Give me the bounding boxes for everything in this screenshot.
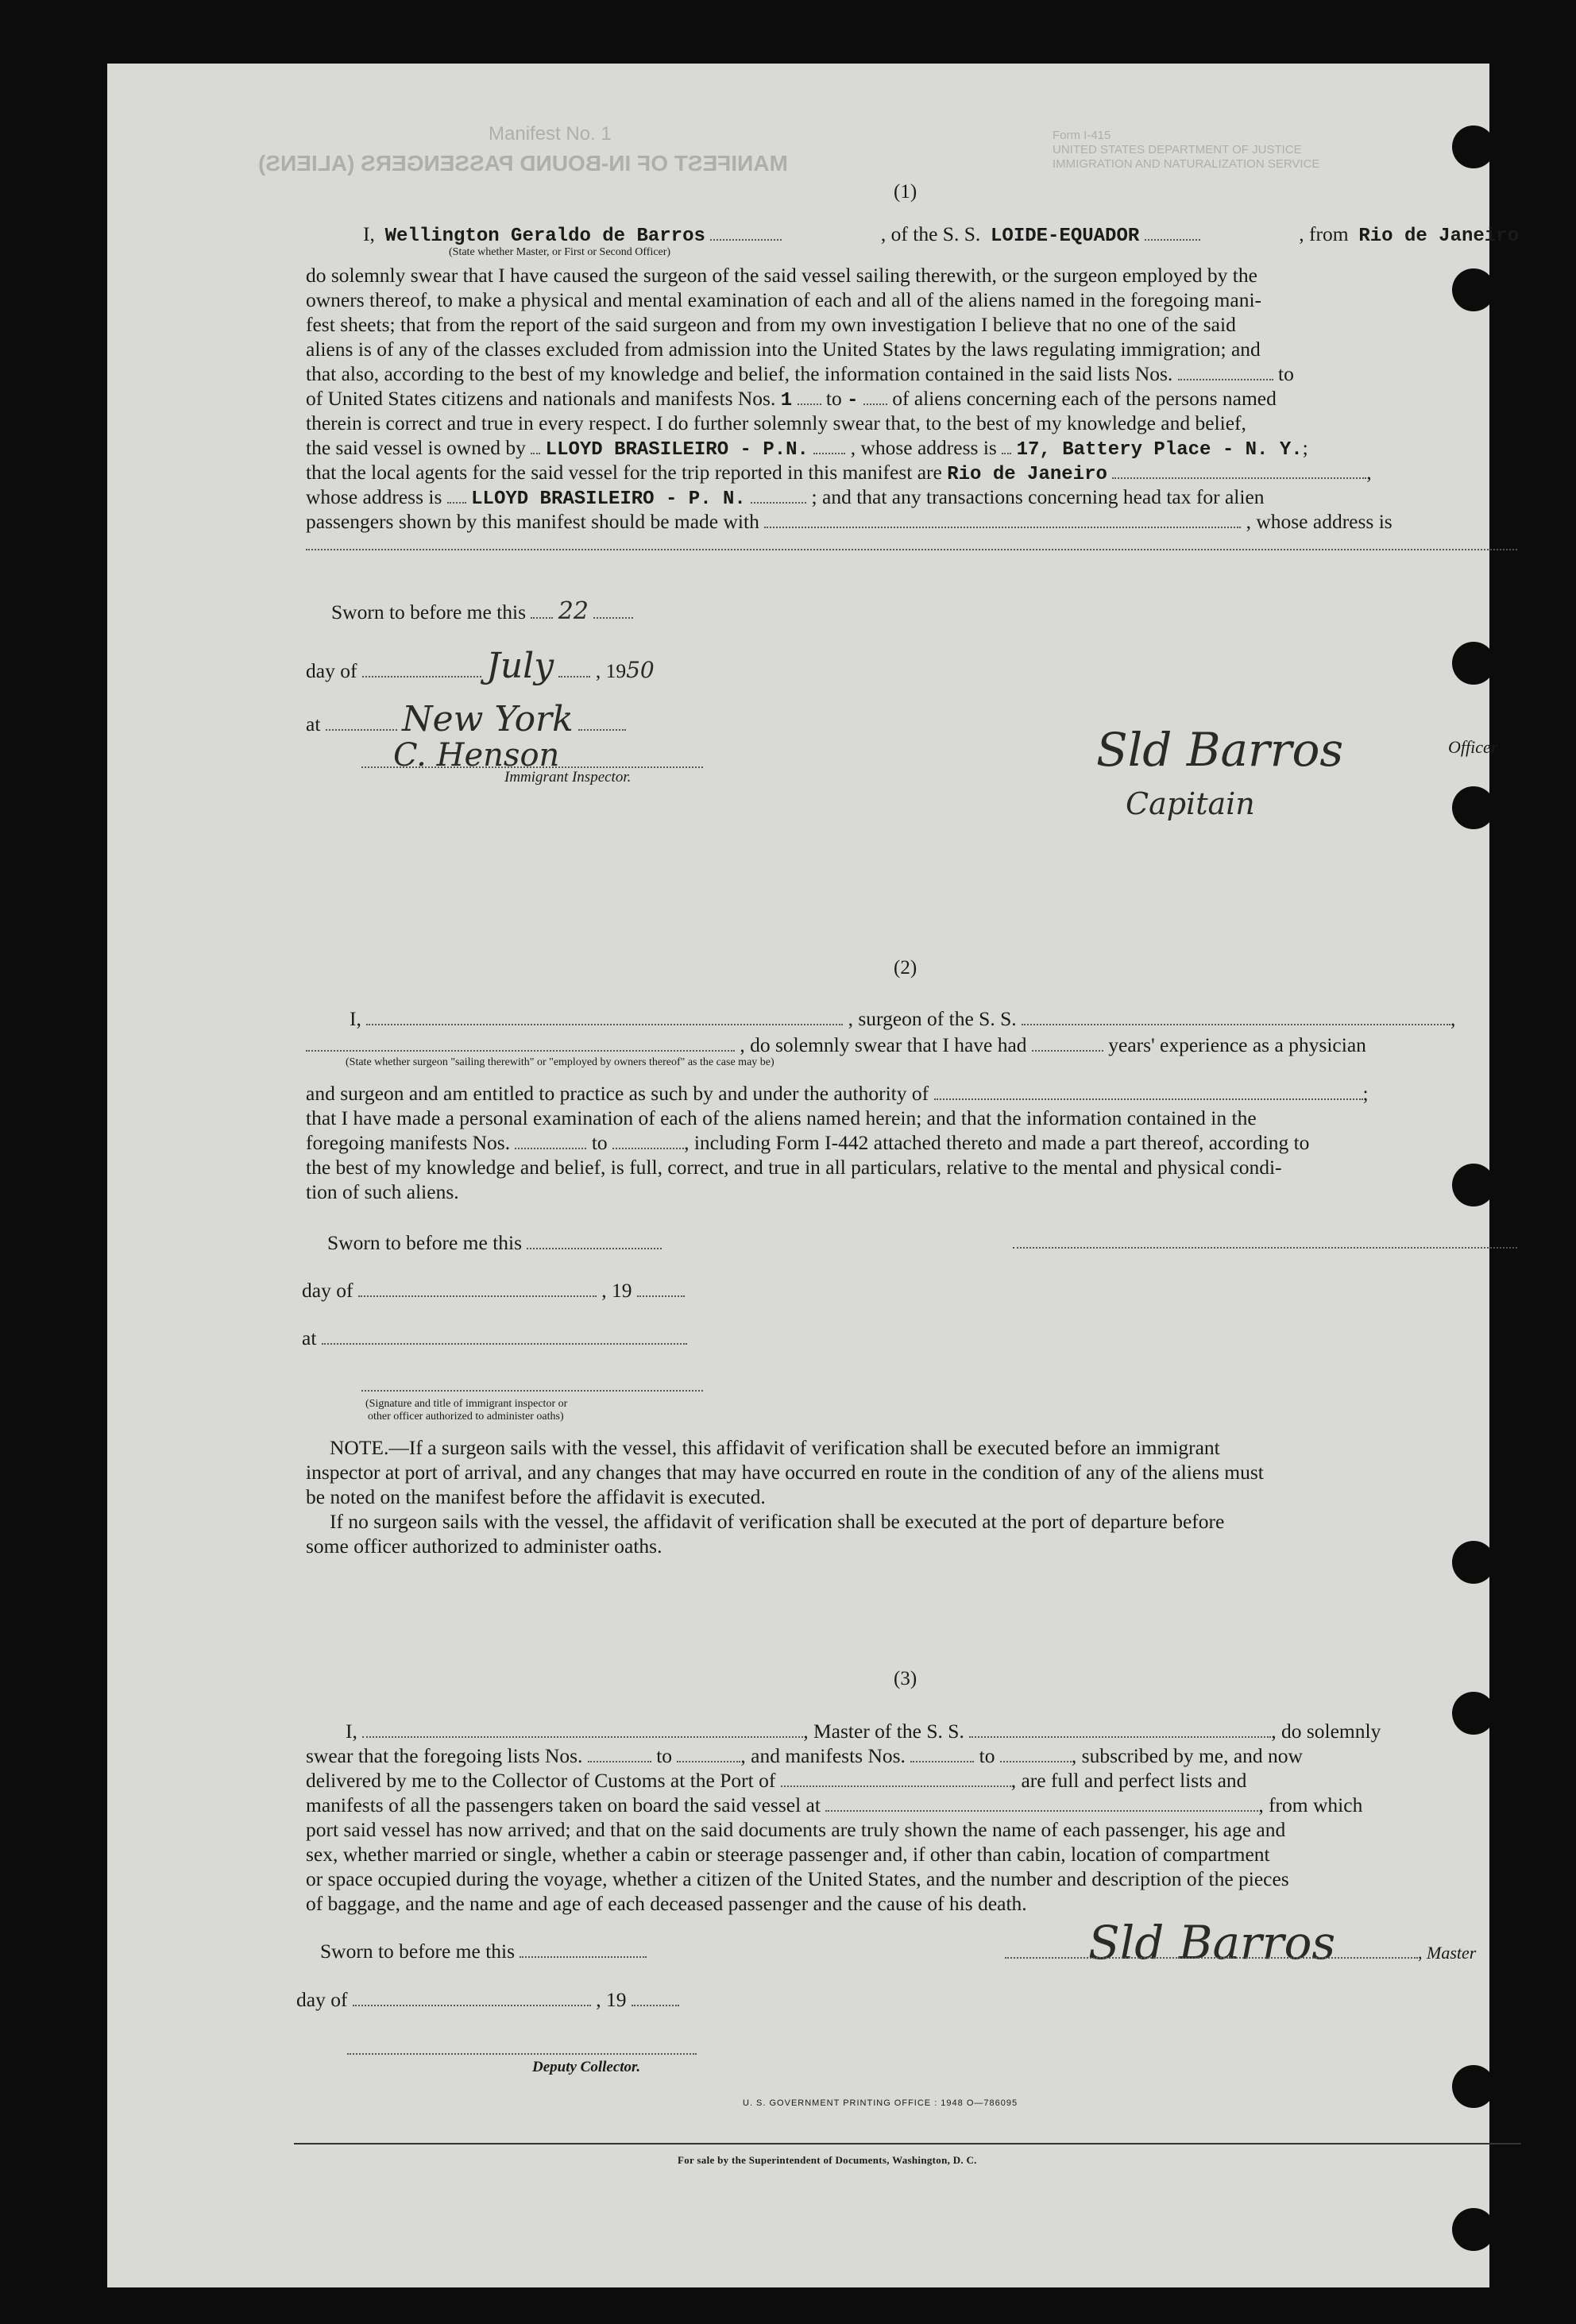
punch-hole (1452, 1541, 1495, 1584)
day-of-line (306, 646, 655, 686)
surgeon-note: (State whether surgeon "sailing therewith" or "employed by owners thereof" as the case may be) (346, 1056, 774, 1068)
text: , 19 (595, 659, 627, 682)
text: to (656, 1744, 673, 1767)
oath-text: do solemnly swear that I have caused the surgeon of the said vessel sailing therewith, or the surgeon employed by the (306, 264, 1257, 287)
text: whose address is (306, 485, 442, 508)
sworn-year: 50 (626, 657, 655, 683)
punch-hole (1452, 2065, 1495, 2108)
officer-name: Wellington Geraldo de Barros (384, 226, 705, 247)
oath-line (363, 222, 1519, 247)
officer-rank: Capitain (1126, 786, 1255, 821)
oath-text (306, 387, 1277, 411)
footer-rule (294, 2143, 1521, 2144)
oath-text: therein is correct and true in every respect. I do further solemnly swear that, to the best of my knowledge and belief, (306, 411, 1246, 434)
note-text: NOTE.—If a surgeon sails with the vessel, this affidavit of verification shall be executed before an immigrant (330, 1436, 1220, 1459)
sworn-day: 22 (558, 597, 589, 625)
text: to (979, 1744, 995, 1767)
faint-title: MANIFEST OF IN-BOUND PASSENGERS (ALIENS) (258, 151, 788, 176)
oath-text (306, 362, 1294, 386)
sworn-line (320, 1940, 647, 1963)
signature-caption: other officer authorized to administer oaths) (368, 1411, 564, 1423)
text: of United States citizens and nationals and manifests Nos. (306, 387, 776, 410)
section-number: (2) (894, 957, 917, 979)
oath-text (306, 1744, 1303, 1768)
master-line (346, 1720, 1381, 1743)
oath-text (306, 510, 1393, 534)
text: I, (350, 1007, 361, 1030)
list-to: - (847, 390, 859, 411)
sworn-line (331, 597, 633, 625)
signature-line (347, 2053, 697, 2055)
oath-text: aliens is of any of the classes excluded from admission into the United States by the laws regulating immigration; and (306, 338, 1261, 361)
sale-note: For sale by the Superintendent of Documents, Washington, D. C. (678, 2154, 977, 2166)
punch-hole (1452, 786, 1495, 829)
text: passengers shown by this manifest should be made with (306, 510, 759, 533)
form-line: UNITED STATES DEPARTMENT OF JUSTICE (1053, 143, 1302, 156)
text: , including Form I-442 attached thereto and made a part thereof, according to (684, 1131, 1310, 1154)
manifest-label: Manifest No. 1 (489, 123, 612, 145)
text: , 19 (601, 1279, 632, 1302)
form-line: Form I-415 (1053, 129, 1111, 142)
inspector-signature: C. Henson (393, 737, 560, 774)
oath-text (306, 1769, 1246, 1793)
note-text: some officer authorized to administer oaths. (306, 1535, 662, 1558)
oath-text: the best of my knowledge and belief, is full, correct, and true in all particulars, relative to the mental and physical condi- (306, 1156, 1282, 1179)
text: to (825, 387, 842, 410)
officer-note: (State whether Master, or First or Second Officer) (449, 246, 671, 258)
signature-caption: (Signature and title of immigrant inspector or (365, 1398, 568, 1410)
text: and surgeon and am entitled to practice as such by and under the authority of (306, 1082, 929, 1105)
signature-line (1005, 1957, 1418, 1959)
text: , do solemnly swear that I have had (740, 1033, 1027, 1056)
text: foregoing manifests Nos. (306, 1131, 511, 1154)
text: the said vessel is owned by (306, 436, 526, 459)
oath-text: the said vessel is owned by LLOYD BRASILEIRO - P.N. , whose address is 17, Battery Place - N. Y.; (306, 436, 1308, 461)
printing-office: U. S. GOVERNMENT PRINTING OFFICE : 1948 O—786095 (743, 2098, 1018, 2108)
day-of-line (296, 1988, 679, 2012)
text: Sworn to before me this (331, 600, 527, 623)
inspector-title: Immigrant Inspector. (504, 769, 632, 786)
text: delivered by me to the Collector of Customs at the Port of (306, 1769, 776, 1792)
section-number: (1) (894, 181, 917, 203)
officer-signature: Sld Barros (1096, 723, 1344, 777)
text: , subscribed by me, and now (1071, 1744, 1303, 1767)
punch-hole (1452, 1692, 1495, 1735)
text: , are full and perfect lists and (1010, 1769, 1247, 1792)
oath-text: and surgeon and am entitled to practice as such by and under the authority of ; (306, 1082, 1369, 1105)
local-agents: Rio de Janeiro (947, 464, 1107, 485)
text: , Master of the S. S. (803, 1720, 964, 1743)
oath-text: fest sheets; that from the report of the said surgeon and from my own investigation I believe that no one of the said (306, 313, 1236, 336)
note-text: be noted on the manifest before the affidavit is executed. (306, 1485, 766, 1508)
text: years' experience as a physician (1108, 1033, 1366, 1056)
master-signature: Sld Barros (1088, 1916, 1336, 1970)
sworn-place: New York (402, 699, 574, 739)
master-title: , Master (1418, 1943, 1477, 1963)
punch-hole (1452, 642, 1495, 685)
oath-text: sex, whether married or single, whether a cabin or steerage passenger and, if other than cabin, location of compartment (306, 1843, 1270, 1866)
text: Sworn to before me this (327, 1231, 523, 1254)
surgeon-line (306, 1033, 1366, 1057)
divider (306, 549, 1517, 550)
text: to (591, 1131, 608, 1154)
label: , of the S. S. (880, 222, 981, 245)
vessel-owner: LLOYD BRASILEIRO - P.N. (545, 439, 809, 461)
signature-line (361, 1390, 703, 1392)
signature-line (1013, 1247, 1517, 1249)
vessel-name: LOIDE-EQUADOR (991, 226, 1140, 247)
surgeon-line: I, , surgeon of the S. S. , (350, 1007, 1456, 1030)
punch-hole (1452, 2208, 1495, 2251)
text: I, (346, 1720, 357, 1743)
text: Sworn to before me this (320, 1940, 516, 1963)
form-line: IMMIGRATION AND NATURALIZATION SERVICE (1053, 157, 1320, 171)
label: , from (1299, 222, 1349, 245)
text: manifests of all the passengers taken on board the said vessel at (306, 1793, 821, 1816)
text: , surgeon of the S. S. (848, 1007, 1017, 1030)
punch-hole (1452, 125, 1495, 168)
note-text: inspector at port of arrival, and any changes that may have occurred en route in the condition of any of the aliens must (306, 1461, 1264, 1484)
text: , 19 (596, 1988, 627, 2011)
oath-text (306, 485, 1265, 510)
text: day of (302, 1279, 353, 1302)
text: , do solemnly (1271, 1720, 1381, 1743)
document-page (107, 64, 1519, 2287)
text: , whose address is (1246, 510, 1393, 533)
text: to (1278, 362, 1294, 385)
at-line (306, 699, 626, 739)
owner-address: 17, Battery Place - N. Y. (1016, 439, 1303, 461)
day-of-line (302, 1279, 685, 1303)
text: day of (296, 1988, 348, 2011)
oath-text (306, 1793, 1362, 1817)
officer-title: Officer (1448, 737, 1498, 757)
oath-text: of baggage, and the name and age of each deceased passenger and the cause of his death. (306, 1892, 1027, 1915)
text: at (306, 712, 321, 735)
text: swear that the foregoing lists Nos. (306, 1744, 583, 1767)
signature-line (361, 766, 703, 768)
text: day of (306, 659, 357, 682)
text: of aliens concerning each of the persons named (892, 387, 1277, 410)
text: , from which (1258, 1793, 1363, 1816)
oath-text: owners thereof, to make a physical and mental examination of each and all of the aliens named in the foregoing mani- (306, 288, 1262, 311)
section-number: (3) (894, 1668, 917, 1689)
oath-text: tion of such aliens. (306, 1180, 459, 1203)
sworn-month: July (486, 646, 554, 686)
oath-text: that the local agents for the said vessel for the trip reported in this manifest are Rio de Janeiro , (306, 461, 1372, 485)
agent-address: LLOYD BRASILEIRO - P. N. (471, 488, 746, 510)
note-text: If no surgeon sails with the vessel, the affidavit of verification shall be executed at the port of departure before (330, 1510, 1225, 1533)
text: at (302, 1326, 317, 1349)
oath-text (306, 1131, 1309, 1155)
text: that the local agents for the said vessel for the trip reported in this manifest are (306, 461, 942, 484)
oath-text: or space occupied during the voyage, whether a citizen of the United States, and the number and description of the pieces (306, 1867, 1289, 1890)
label: I, (363, 222, 375, 245)
text: ; and that any transactions concerning head tax for alien (811, 485, 1265, 508)
text: , and manifests Nos. (740, 1744, 906, 1767)
oath-text: port said vessel has now arrived; and that on the said documents are truly shown the name of each passenger, his age and (306, 1818, 1286, 1841)
text: , whose address is (850, 436, 997, 459)
from-port: Rio de Janeiro (1358, 226, 1519, 247)
sworn-line (327, 1231, 662, 1255)
oath-text: that I have made a personal examination of each of the aliens named herein; and that the information contained in the (306, 1106, 1257, 1129)
collector-title: Deputy Collector. (532, 2059, 641, 2075)
list-from: 1 (780, 390, 793, 411)
at-line (302, 1326, 687, 1350)
text: that also, according to the best of my knowledge and belief, the information contained in the said lists Nos. (306, 362, 1173, 385)
